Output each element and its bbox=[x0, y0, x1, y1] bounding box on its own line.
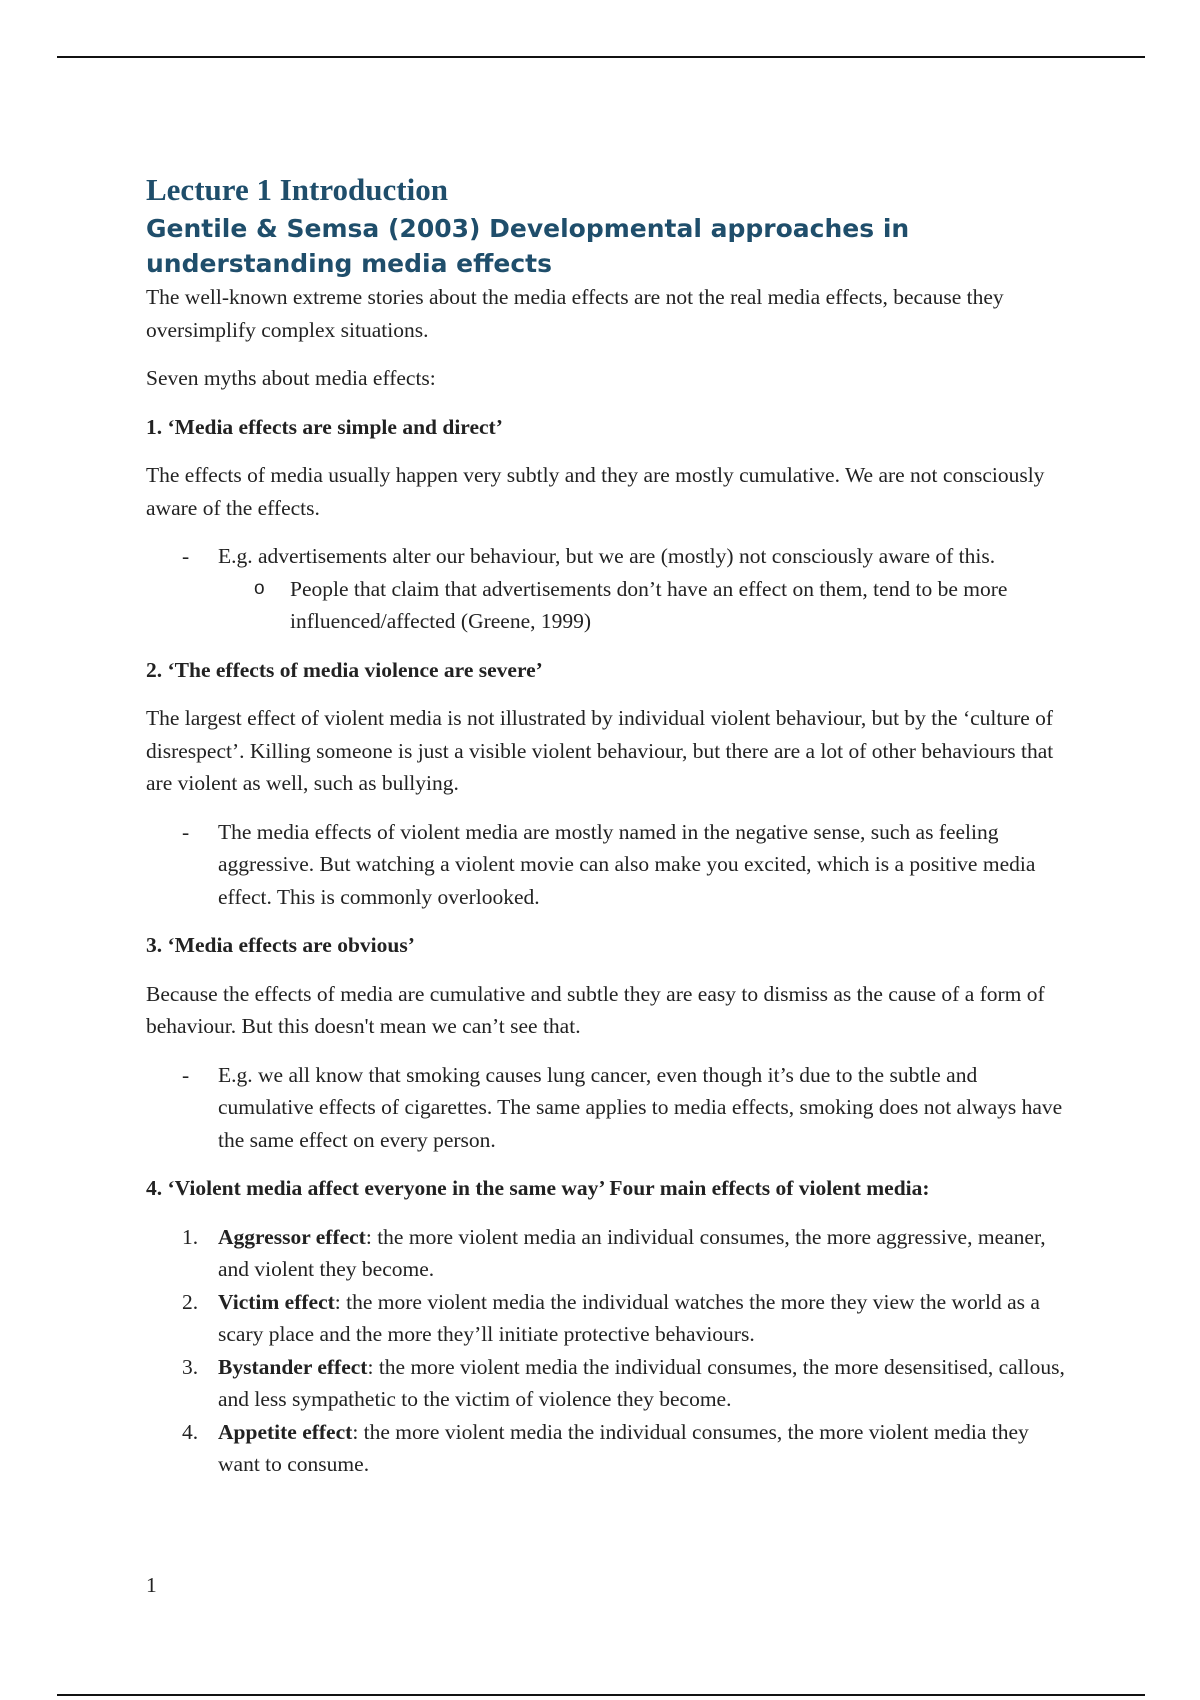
list-number: 4. bbox=[182, 1419, 199, 1444]
intro-paragraph: The well-known extreme stories about the media effects are not the real media effects, because they oversimplify complex situations. bbox=[146, 285, 1004, 342]
myth-1-heading: 1. ‘Media effects are simple and direct’ bbox=[146, 414, 503, 439]
sub-bullet-text: People that claim that advertisements don’t have an effect on them, tend to be more influenced/affected (Greene, 1999) bbox=[290, 576, 1008, 633]
section-heading: Gentile & Semsa (2003) Developmental approaches in understanding media effects bbox=[146, 214, 910, 278]
myth-1-body: The effects of media usually happen very subtly and they are mostly cumulative. We are not consciously aware of the effects. bbox=[146, 463, 1045, 520]
effect-term: Victim effect bbox=[218, 1289, 335, 1314]
list-item bbox=[146, 1221, 1066, 1286]
list-item bbox=[146, 816, 1066, 914]
header-rule bbox=[57, 56, 1145, 58]
myth-2-heading: 2. ‘The effects of media violence are severe’ bbox=[146, 657, 543, 682]
dash-marker: - bbox=[182, 1062, 190, 1087]
list-item bbox=[218, 573, 1066, 638]
bullet-text: The media effects of violent media are mostly named in the negative sense, such as feeling aggressive. But watching a violent movie can also make you excited, which is a positive media effect. This is commonly overlooked. bbox=[218, 819, 1036, 909]
list-number: 1. bbox=[182, 1224, 199, 1249]
circle-marker: o bbox=[254, 577, 265, 599]
page-number: 1 bbox=[146, 1573, 157, 1597]
effect-term: Aggressor effect bbox=[218, 1224, 366, 1249]
list-item bbox=[146, 1059, 1066, 1157]
myth-1-bullets bbox=[146, 540, 1066, 638]
myth-3-bullets bbox=[146, 1059, 1066, 1157]
page-title: Lecture 1 Introduction bbox=[146, 172, 448, 207]
effect-description: : the more violent media the individual consumes, the more violent media they want to consume. bbox=[218, 1419, 1029, 1476]
effect-description: : the more violent media the individual watches the more they view the world as a scary place and the more they’ll initiate protective behaviours. bbox=[218, 1289, 1040, 1346]
footer-rule bbox=[57, 1694, 1145, 1696]
list-number: 2. bbox=[182, 1289, 199, 1314]
violent-media-effects-list bbox=[146, 1221, 1066, 1481]
bullet-text: E.g. advertisements alter our behaviour, but we are (mostly) not consciously aware of this. bbox=[218, 544, 996, 568]
myth-2-bullets bbox=[146, 816, 1066, 914]
myth-2-body: The largest effect of violent media is not illustrated by individual violent behaviour, but by the ‘culture of disrespect’. Killing someone is just a visible violent behaviour, but there are a lot of other behaviours that are violent as well, such as bullying. bbox=[146, 706, 1054, 795]
effect-description: : the more violent media an individual consumes, the more aggressive, meaner, and violent they become. bbox=[218, 1224, 1046, 1281]
effect-description: : the more violent media the individual consumes, the more desensitised, callous, and less sympathetic to the victim of violence they become. bbox=[218, 1354, 1065, 1411]
list-number: 3. bbox=[182, 1354, 199, 1379]
myth-3-body: Because the effects of media are cumulative and subtle they are easy to dismiss as the cause of a form of behaviour. But this doesn't mean we can’t see that. bbox=[146, 981, 1045, 1038]
myth-1-sub-bullets bbox=[218, 573, 1066, 638]
effect-term: Bystander effect bbox=[218, 1354, 368, 1379]
list-item bbox=[146, 1351, 1066, 1416]
effect-term: Appetite effect bbox=[218, 1419, 353, 1444]
dash-marker: - bbox=[182, 819, 190, 844]
bullet-text: E.g. we all know that smoking causes lung cancer, even though it’s due to the subtle and cumulative effects of cigarettes. The same applies to media effects, smoking does not always have the same effect on every person. bbox=[218, 1062, 1063, 1152]
myth-3-heading: 3. ‘Media effects are obvious’ bbox=[146, 933, 415, 957]
document-page bbox=[146, 170, 1066, 1497]
dash-marker: - bbox=[182, 544, 190, 568]
list-item bbox=[146, 1416, 1066, 1481]
list-item bbox=[146, 540, 1066, 638]
myth-4-heading: 4. ‘Violent media affect everyone in the same way’ Four main effects of violent media: bbox=[146, 1176, 930, 1200]
myths-intro: Seven myths about media effects: bbox=[146, 366, 436, 390]
list-item bbox=[146, 1286, 1066, 1351]
